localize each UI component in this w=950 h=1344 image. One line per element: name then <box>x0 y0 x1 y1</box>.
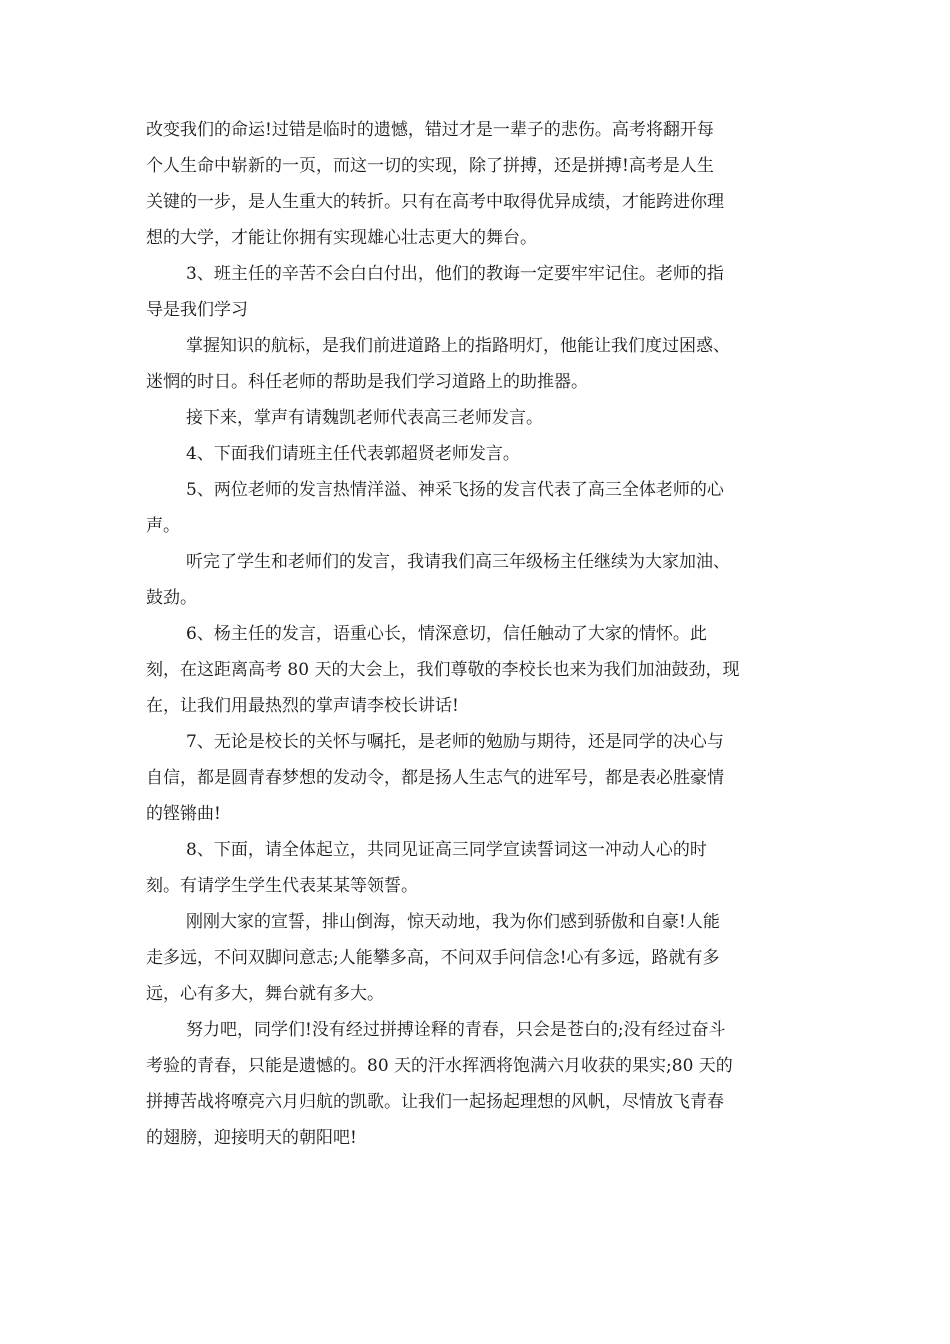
text-line: 努力吧，同学们!没有经过拼搏诠释的青春，只会是苍白的;没有经过奋斗 <box>186 1020 726 1040</box>
text-line: 8、下面，请全体起立，共同见证高三同学宣读誓词这一冲动人心的时 <box>186 840 707 860</box>
paragraph-p1 <box>146 112 806 256</box>
text-line: 关键的一步，是人生重大的转折。只有在高考中取得优异成绩，才能跨进你理 <box>146 192 724 212</box>
paragraph-p7 <box>146 544 806 616</box>
text-line: 3、班主任的辛苦不会白白付出，他们的教诲一定要牢牢记住。老师的指 <box>186 264 724 284</box>
text-line: 刻。有请学生学生代表某某等领誓。 <box>146 876 418 896</box>
text-line: 4、下面我们请班主任代表郭超贤老师发言。 <box>186 444 520 464</box>
text-line: 接下来，掌声有请魏凯老师代表高三老师发言。 <box>186 408 543 428</box>
text-line: 改变我们的命运!过错是临时的遗憾，错过才是一辈子的悲伤。高考将翻开每 <box>146 120 714 140</box>
text-line: 掌握知识的航标，是我们前进道路上的指路明灯，他能让我们度过困惑、 <box>186 336 730 356</box>
text-line: 的翅膀，迎接明天的朝阳吧! <box>146 1128 357 1148</box>
text-line: 刻，在这距离高考 80 天的大会上，我们尊敬的李校长也来为我们加油鼓劲，现 <box>146 660 740 680</box>
text-line: 考验的青春，只能是遗憾的。80 天的汗水挥洒将饱满六月收获的果实;80 天的 <box>146 1056 733 1076</box>
text-line: 6、杨主任的发言，语重心长，情深意切，信任触动了大家的情怀。此 <box>186 624 707 644</box>
text-line: 自信，都是圆青春梦想的发动令，都是扬人生志气的进军号，都是表必胜豪情 <box>146 768 724 788</box>
paragraph-p4 <box>146 400 806 436</box>
text-line: 远，心有多大，舞台就有多大。 <box>146 984 384 1004</box>
paragraph-p10 <box>146 832 806 904</box>
text-line: 刚刚大家的宣誓，排山倒海，惊天动地，我为你们感到骄傲和自豪!人能 <box>186 912 720 932</box>
text-line: 7、无论是校长的关怀与嘱托，是老师的勉励与期待，还是同学的决心与 <box>186 732 724 752</box>
document-body <box>146 112 806 1156</box>
text-line: 听完了学生和老师们的发言，我请我们高三年级杨主任继续为大家加油、 <box>186 552 730 572</box>
paragraph-p11 <box>146 904 806 1012</box>
text-line: 的铿锵曲! <box>146 804 221 824</box>
text-line: 导是我们学习 <box>146 300 248 320</box>
text-line: 鼓劲。 <box>146 588 197 608</box>
text-line: 拼搏苦战将嘹亮六月归航的凯歌。让我们一起扬起理想的风帆，尽情放飞青春 <box>146 1092 724 1112</box>
text-line: 走多远，不问双脚问意志;人能攀多高，不问双手问信念!心有多远，路就有多 <box>146 948 720 968</box>
text-line: 声。 <box>146 516 180 536</box>
text-line: 迷惘的时日。科任老师的帮助是我们学习道路上的助推器。 <box>146 372 588 392</box>
text-line: 在，让我们用最热烈的掌声请李校长讲话! <box>146 696 459 716</box>
text-line: 想的大学，才能让你拥有实现雄心壮志更大的舞台。 <box>146 228 537 248</box>
text-line: 5、两位老师的发言热情洋溢、神采飞扬的发言代表了高三全体老师的心 <box>186 480 724 500</box>
paragraph-p2 <box>146 256 806 328</box>
paragraph-p8 <box>146 616 806 724</box>
paragraph-p9 <box>146 724 806 832</box>
paragraph-p3 <box>146 328 806 400</box>
paragraph-p5 <box>146 436 806 472</box>
text-line: 个人生命中崭新的一页，而这一切的实现，除了拼搏，还是拼搏!高考是人生 <box>146 156 714 176</box>
paragraph-p12 <box>146 1012 806 1156</box>
paragraph-p6 <box>146 472 806 544</box>
